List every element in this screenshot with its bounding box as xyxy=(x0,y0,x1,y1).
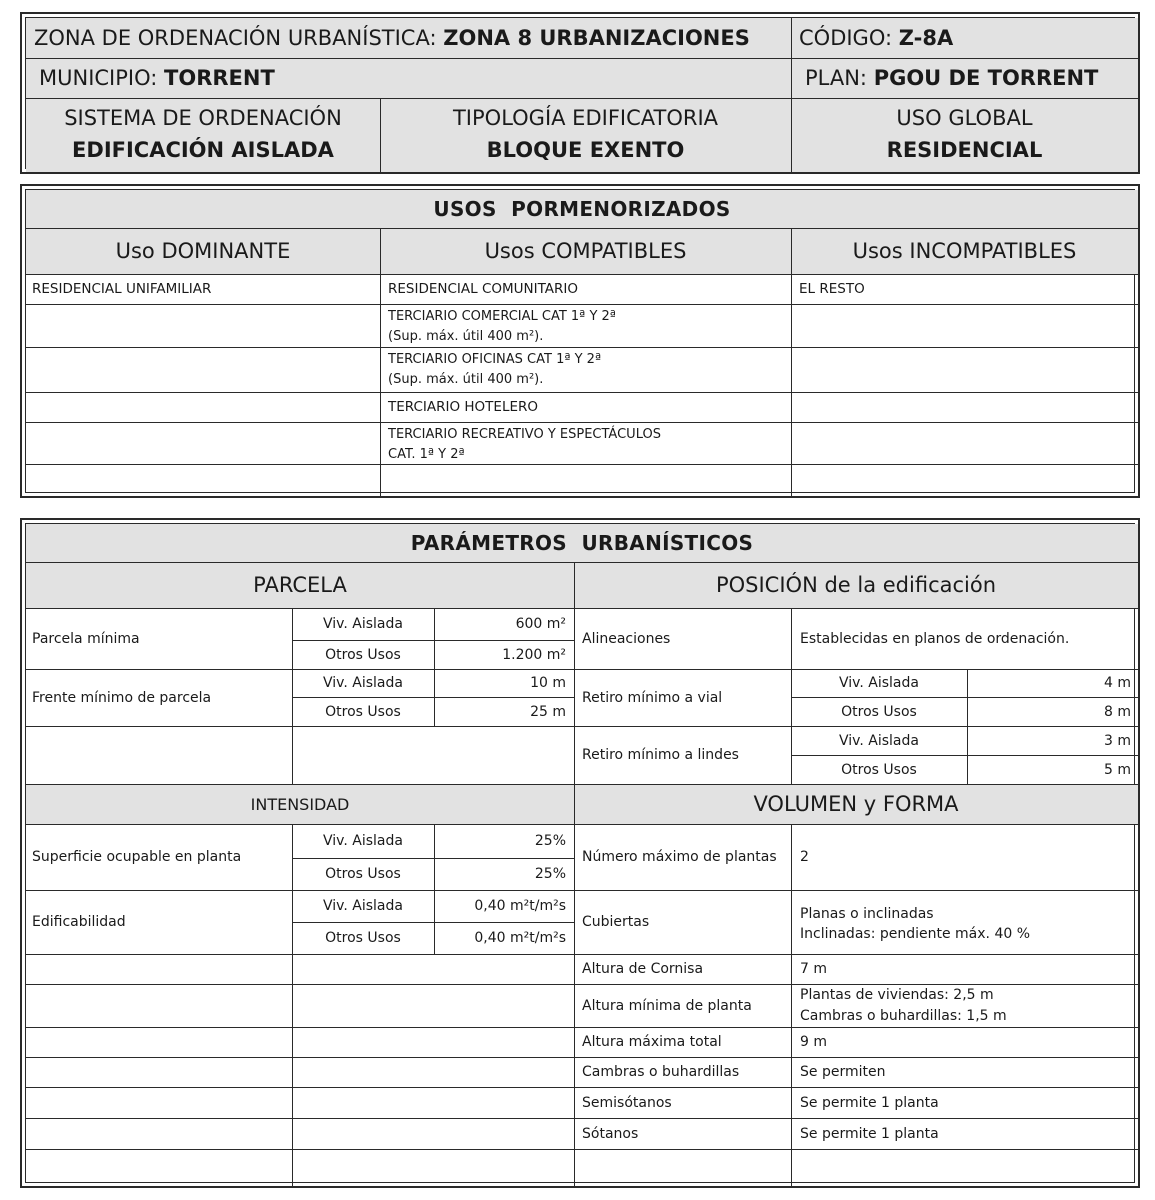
rv-otros-value: 8 m xyxy=(1104,703,1131,720)
rl-otros-label: Otros Usos xyxy=(841,761,917,778)
intensidad-heading: INTENSIDAD xyxy=(250,794,350,814)
col-dominante: Uso DOMINANTE xyxy=(115,239,291,263)
municipio-label: MUNICIPIO: xyxy=(39,66,158,90)
fm-otros-value: 25 m xyxy=(530,703,566,720)
edificabilidad-label: Edificabilidad xyxy=(32,914,126,930)
pm-otros-value: 1.200 m² xyxy=(502,646,566,663)
volumen-value: Plantas de viviendas: 2,5 m Cambras o buhardillas: 1,5 m xyxy=(800,987,1007,1024)
volumen-value: Planas o inclinadas Inclinadas: pendiente máx. 40 % xyxy=(800,906,1031,942)
so-otros-value: 25% xyxy=(534,866,566,882)
volumen-label: Altura máxima total xyxy=(582,1034,722,1050)
municipio-value: TORRENT xyxy=(164,66,275,90)
rv-otros-label: Otros Usos xyxy=(841,703,917,720)
volumen-label: Semisótanos xyxy=(582,1094,672,1111)
volumen-label: Altura mínima de planta xyxy=(582,997,752,1014)
rv-viv-value: 4 m xyxy=(1104,675,1131,691)
tipologia-label: TIPOLOGÍA EDIFICATORIA xyxy=(452,106,718,130)
so-viv-label: Viv. Aislada xyxy=(323,833,403,849)
plan-label: PLAN: xyxy=(805,66,867,90)
codigo-value: Z-8A xyxy=(898,26,954,50)
uso-global-label: USO GLOBAL xyxy=(896,106,1033,130)
parametros-block xyxy=(20,518,1140,1188)
col-compatibles: Usos COMPATIBLES xyxy=(484,239,687,263)
volumen-label: Número máximo de plantas xyxy=(582,849,777,865)
usos-title: USOS PORMENORIZADOS xyxy=(433,197,731,221)
fm-viv-value: 10 m xyxy=(530,675,566,691)
retiro-vial-label: Retiro mínimo a vial xyxy=(582,689,723,706)
pm-viv-label: Viv. Aislada xyxy=(323,616,403,632)
sistema-label: SISTEMA DE ORDENACIÓN xyxy=(64,106,342,130)
volumen-heading: VOLUMEN y FORMA xyxy=(753,792,959,816)
superficie-label: Superficie ocupable en planta xyxy=(32,849,242,865)
zona-value: ZONA 8 URBANIZACIONES xyxy=(443,26,750,50)
parametros-inner xyxy=(25,523,1135,1183)
compatible-item: TERCIARIO RECREATIVO Y ESPECTÁCULOS CAT. 1ª Y 2ª xyxy=(388,427,661,462)
frente-minimo-label: Frente mínimo de parcela xyxy=(32,689,212,706)
zona-label: ZONA DE ORDENACIÓN URBANÍSTICA: xyxy=(34,26,437,50)
compatible-item: RESIDENCIAL COMUNITARIO xyxy=(388,281,579,297)
uso-dominante-value: RESIDENCIAL UNIFAMILIAR xyxy=(32,281,212,297)
volumen-value: 2 xyxy=(800,849,809,865)
tipologia-field xyxy=(380,102,791,166)
rl-viv-label: Viv. Aislada xyxy=(839,732,919,749)
col-incompatibles: Usos INCOMPATIBLES xyxy=(852,239,1077,263)
alineaciones-value: Establecidas en planos de ordenación. xyxy=(800,630,1070,647)
compatible-item: TERCIARIO HOTELERO xyxy=(388,399,539,415)
so-otros-label: Otros Usos xyxy=(325,866,401,882)
usos-inner xyxy=(25,189,1135,493)
alineaciones-label: Alineaciones xyxy=(582,630,671,647)
usos-block xyxy=(20,184,1140,498)
volumen-label: Cambras o buhardillas xyxy=(582,1064,740,1080)
ed-viv-value: 0,40 m²t/m²s xyxy=(474,898,566,914)
parametros-title: PARÁMETROS URBANÍSTICOS xyxy=(410,531,754,555)
ed-otros-value: 0,40 m²t/m²s xyxy=(474,930,566,946)
ed-viv-label: Viv. Aislada xyxy=(323,898,403,914)
pm-otros-label: Otros Usos xyxy=(325,646,401,663)
codigo-field xyxy=(799,18,1129,58)
rl-viv-value: 3 m xyxy=(1104,732,1131,749)
pm-viv-value: 600 m² xyxy=(515,616,566,632)
parcela-heading: PARCELA xyxy=(253,573,347,597)
volumen-value: Se permiten xyxy=(800,1064,886,1080)
volumen-label: Sótanos xyxy=(582,1125,639,1142)
parcela-minima-label: Parcela mínima xyxy=(32,630,140,647)
volumen-value: Se permite 1 planta xyxy=(800,1094,939,1111)
retiro-lindes-label: Retiro mínimo a lindes xyxy=(582,747,739,763)
codigo-label: CÓDIGO: xyxy=(799,26,893,50)
so-viv-value: 25% xyxy=(534,833,566,849)
ed-otros-label: Otros Usos xyxy=(325,930,401,946)
rv-viv-label: Viv. Aislada xyxy=(839,675,919,691)
header-inner xyxy=(25,17,1135,169)
posicion-heading: POSICIÓN de la edificación xyxy=(715,573,997,597)
compatible-item: TERCIARIO COMERCIAL CAT 1ª Y 2ª (Sup. máx. útil 400 m²). xyxy=(388,309,616,344)
volumen-value: 7 m xyxy=(800,961,827,977)
fm-otros-label: Otros Usos xyxy=(325,703,401,720)
sistema-field xyxy=(26,102,380,166)
plan-value: PGOU DE TORRENT xyxy=(873,66,1099,90)
plan-field xyxy=(805,58,1135,98)
uso-global-value: RESIDENCIAL xyxy=(886,138,1043,162)
sistema-value: EDIFICACIÓN AISLADA xyxy=(72,138,334,162)
volumen-label: Altura de Cornisa xyxy=(582,961,704,977)
compatible-item: TERCIARIO OFICINAS CAT 1ª Y 2ª (Sup. máx. útil 400 m²). xyxy=(388,352,602,387)
uso-global-field xyxy=(791,102,1138,166)
volumen-label: Cubiertas xyxy=(582,914,650,930)
rl-otros-value: 5 m xyxy=(1104,761,1131,778)
uso-incompatible-value: EL RESTO xyxy=(799,281,865,297)
tipologia-value: BLOQUE EXENTO xyxy=(486,138,685,162)
header-block xyxy=(20,12,1140,174)
volumen-value: Se permite 1 planta xyxy=(800,1125,939,1142)
municipio-field xyxy=(39,58,779,98)
fm-viv-label: Viv. Aislada xyxy=(323,675,403,691)
zona-field xyxy=(34,18,784,58)
volumen-value: 9 m xyxy=(800,1034,827,1050)
